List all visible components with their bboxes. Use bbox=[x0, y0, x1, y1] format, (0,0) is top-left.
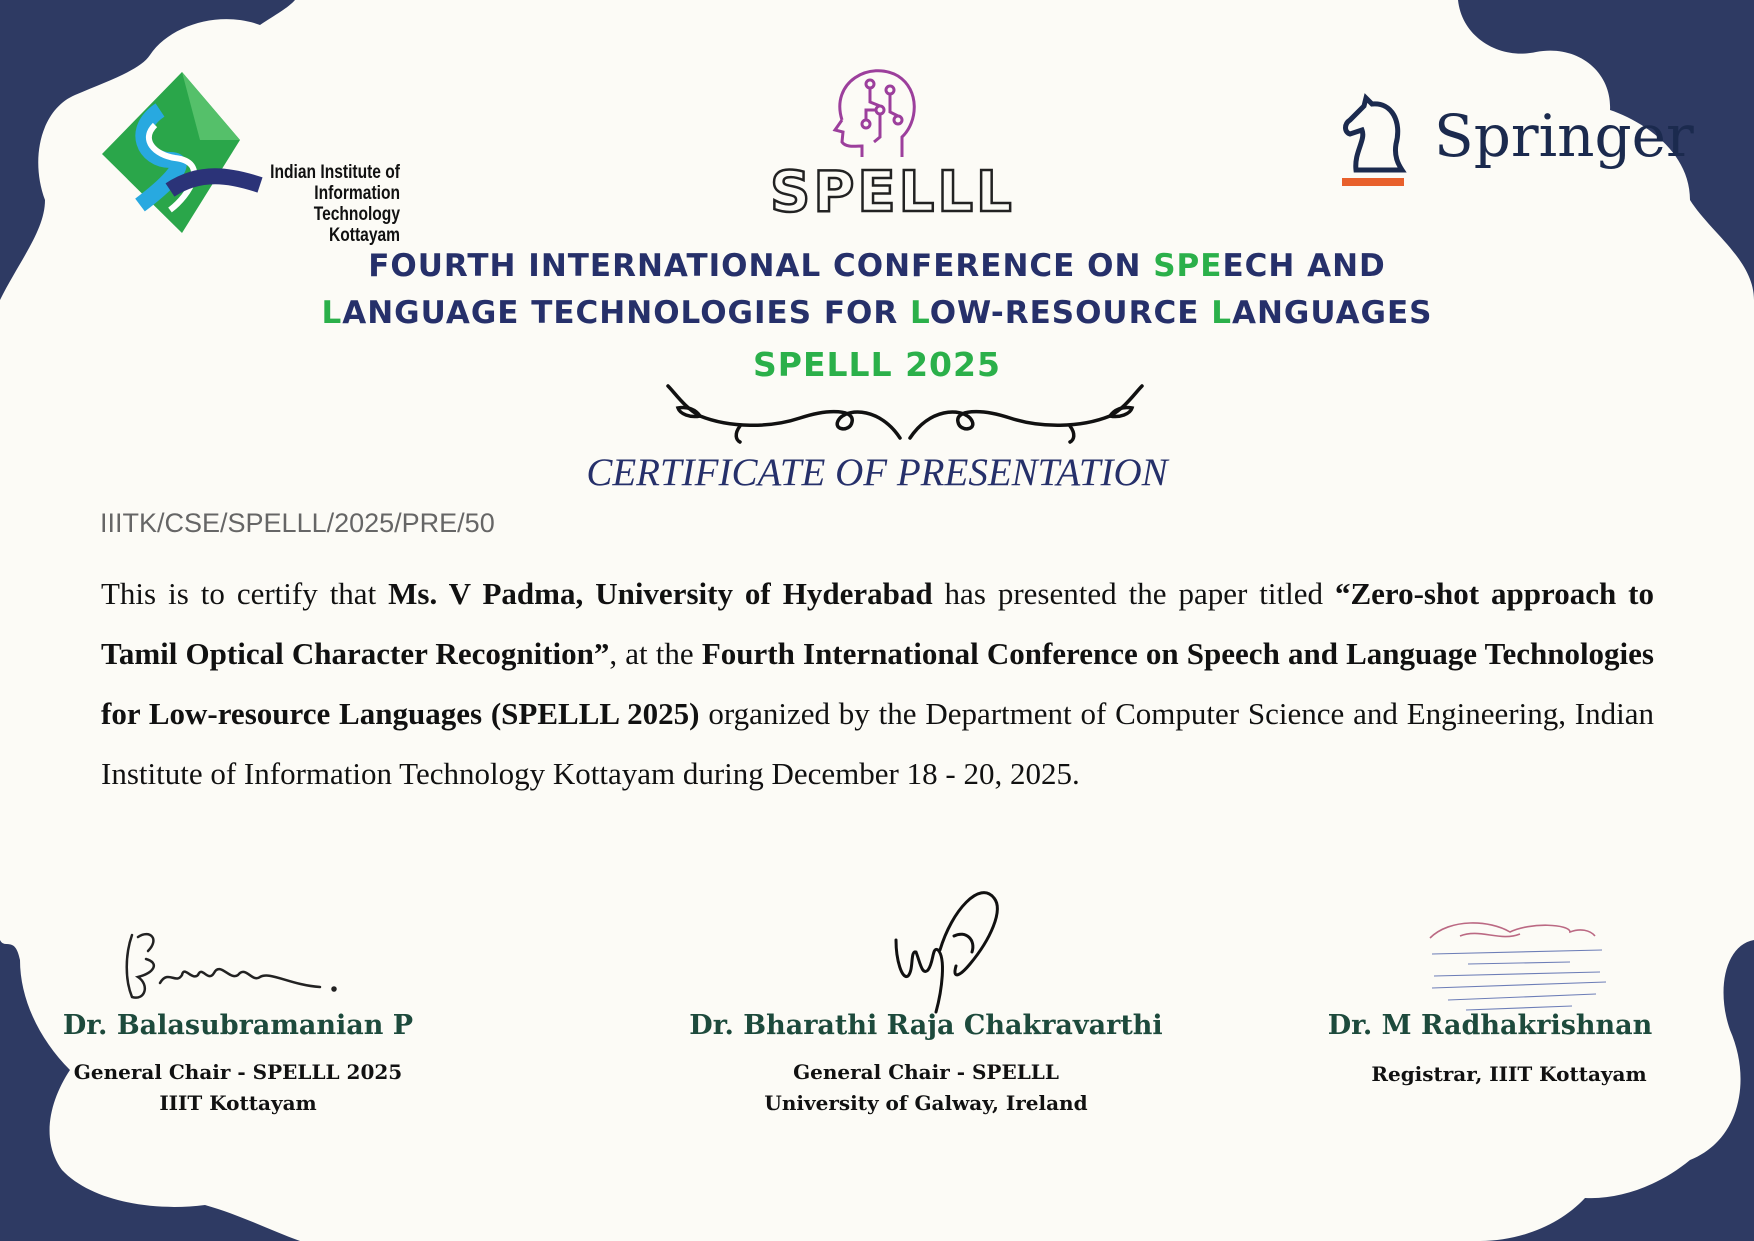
signature-bharathi bbox=[880, 880, 1010, 1020]
conference-year: SPELLL 2025 bbox=[753, 345, 1001, 384]
iiit-logo-line-2: Information Technology bbox=[313, 183, 400, 225]
conference-title-line-1-run-1: SPE bbox=[1153, 248, 1223, 284]
chess-knight-icon bbox=[1336, 92, 1416, 192]
iiit-kottayam-logo bbox=[100, 70, 400, 246]
conference-title-line-2-run-3: OW-RESOURCE bbox=[929, 295, 1212, 331]
springer-logo bbox=[1336, 92, 1694, 202]
certificate-body-run-3: “Zero-shot approach to Tamil Optical Character Recognition” bbox=[101, 576, 1655, 671]
conference-title-line-2-run-1: ANGUAGE TECHNOLOGIES FOR bbox=[342, 295, 911, 331]
brain-circuit-head-icon bbox=[770, 62, 980, 162]
signatory-role-1-line-2: IIIT Kottayam bbox=[159, 1091, 317, 1115]
spelll-logo bbox=[770, 62, 1015, 232]
conference-title-line-1-run-2: ECH AND bbox=[1222, 248, 1386, 284]
springer-wordmark: Springer bbox=[1434, 102, 1694, 170]
certificate-body-run-2: has presented the paper titled bbox=[932, 576, 1335, 611]
certificate-body-run-0: This is to certify that bbox=[101, 576, 389, 611]
signatory-name-2: Dr. Bharathi Raja Chakravarthi bbox=[689, 1010, 1163, 1041]
conference-title-line-2-run-2: L bbox=[910, 295, 930, 331]
conference-title-line-2-run-4: L bbox=[1211, 295, 1232, 331]
iiit-logo-line-1: Indian Institute of bbox=[270, 162, 400, 183]
signatory-role-2 bbox=[626, 1057, 1226, 1119]
conference-title-line-2 bbox=[0, 290, 1754, 337]
conference-title bbox=[0, 243, 1754, 337]
signatory-role-2-line-2: University of Galway, Ireland bbox=[764, 1091, 1088, 1115]
signatory-role-3 bbox=[1300, 1059, 1718, 1090]
certificate-body-run-4: , at the bbox=[609, 636, 702, 671]
spelll-wordmark: SPELLL bbox=[770, 160, 1015, 225]
signatory-role-1 bbox=[38, 1057, 438, 1119]
signatory-role-2-line-1: General Chair - SPELLL bbox=[793, 1060, 1059, 1084]
official-seal-stamp bbox=[1420, 918, 1620, 1018]
decorative-flourish bbox=[660, 378, 1150, 450]
conference-title-line-1-run-0: FOURTH INTERNATIONAL CONFERENCE ON bbox=[368, 248, 1154, 284]
iiit-logo-text bbox=[228, 162, 400, 246]
certificate-title: CERTIFICATE OF PRESENTATION bbox=[586, 451, 1168, 494]
signatory-role-3-line-1: Registrar, IIIT Kottayam bbox=[1371, 1062, 1647, 1086]
certificate-body bbox=[101, 564, 1654, 804]
certificate-body-run-6: organized by the Department of Computer Science and Engineering, Indian Institute of Information Technology Kottayam during December 18 - 20, 2025. bbox=[101, 696, 1654, 791]
signatory-name-1: Dr. Balasubramanian P bbox=[62, 1010, 414, 1041]
certificate-body-run-5: Fourth International Conference on Speech and Language Technologies for Low-resource Languages (SPELLL 2025) bbox=[101, 636, 1654, 731]
signatory-name-3: Dr. M Radhakrishnan bbox=[1327, 1010, 1653, 1041]
conference-title-line-2-run-0: L bbox=[321, 295, 343, 331]
conference-title-line-2-run-5: ANGUAGES bbox=[1231, 295, 1433, 331]
signature-balasubramanian bbox=[120, 925, 340, 1005]
iiit-logo-line-3: Kottayam bbox=[329, 225, 400, 246]
signatory-role-1-line-1: General Chair - SPELLL 2025 bbox=[73, 1060, 403, 1084]
certificate-body-run-1: Ms. V Padma, University of Hyderabad bbox=[388, 576, 933, 611]
reference-number: IIITK/CSE/SPELLL/2025/PRE/50 bbox=[100, 508, 495, 538]
conference-title-line-1 bbox=[0, 243, 1754, 290]
